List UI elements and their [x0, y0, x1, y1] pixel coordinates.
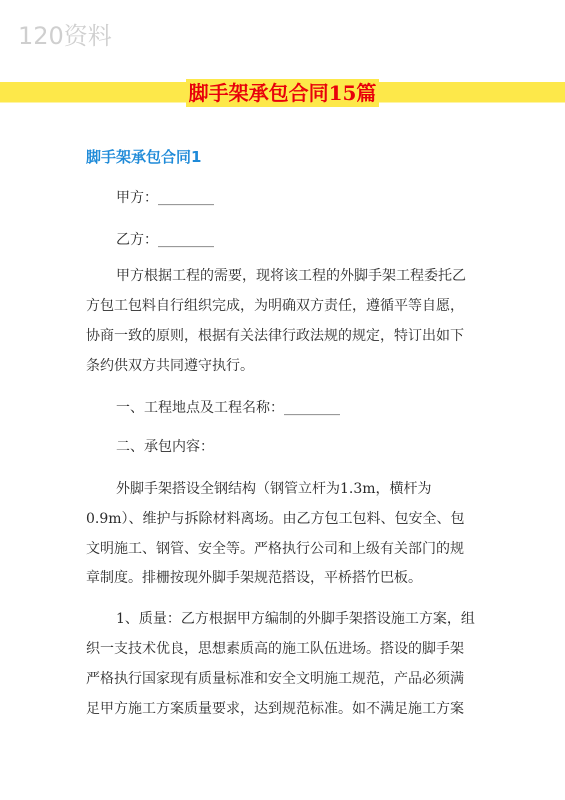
document-title-text: 脚手架承包合同15篇	[186, 79, 380, 107]
clause-2-line: 二、承包内容：	[116, 439, 214, 455]
paragraph-line: 织一支技术优良，思想素质高的施工队伍进场。搭设的脚手架	[86, 641, 464, 657]
paragraph-line: 方包工包料自行组织完成，为明确双方责任，遵循平等自愿，	[86, 298, 464, 314]
paragraph-line: 甲方根据工程的需要，现将该工程的外脚手架工程委托乙	[116, 268, 466, 284]
paragraph-line: 严格执行国家现有质量标准和安全文明施工规范，产品必须满	[86, 671, 464, 687]
paragraph-line: 0.9m）、维护与拆除材料离场。由乙方包工包料、包安全、包	[86, 511, 465, 527]
paragraph-line: 外脚手架搭设全钢结构（钢管立杆为1.3m，横杆为	[116, 481, 432, 497]
paragraph-line: 章制度。排栅按现外脚手架规范搭设，平桥搭竹巴板。	[86, 570, 422, 586]
party-a-line: 甲方：________	[116, 190, 214, 206]
watermark-logo: 120资料	[18, 22, 112, 50]
clause-1-line: 一、工程地点及工程名称：________	[116, 400, 340, 416]
paragraph-line: 条约供双方共同遵守执行。	[86, 358, 254, 374]
party-b-line: 乙方：________	[116, 232, 214, 248]
paragraph-line: 足甲方施工方案质量要求，达到规范标准。如不满足施工方案	[86, 701, 464, 717]
section-heading: 脚手架承包合同1	[86, 148, 202, 166]
document-title	[0, 77, 565, 106]
paragraph-line: 协商一致的原则，根据有关法律行政法规的规定，特订出如下	[86, 328, 464, 344]
paragraph-line: 文明施工、钢管、安全等。严格执行公司和上级有关部门的规	[86, 541, 464, 557]
paragraph-line: 1、质量：乙方根据甲方编制的外脚手架搭设施工方案，组	[116, 611, 475, 627]
